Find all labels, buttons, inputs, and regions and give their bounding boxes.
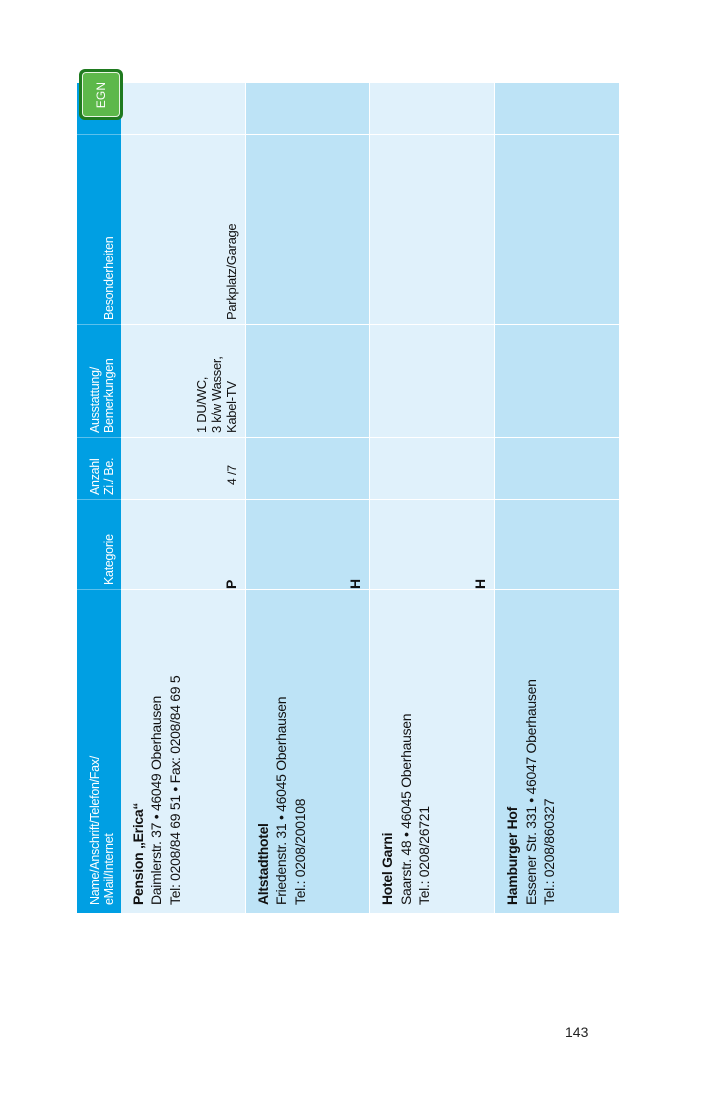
accommodation-table — [77, 83, 620, 913]
header-anzahl-line2: Zi./ Be. — [101, 457, 116, 495]
header-name-line2: eMail/Internet — [101, 833, 116, 905]
kategorie-cell — [370, 499, 494, 589]
name-cell — [370, 589, 494, 913]
ausstattung-cell — [370, 324, 494, 437]
besonderheiten-value: Parkplatz/Garage — [223, 223, 239, 320]
anzahl-cell — [121, 437, 245, 499]
table-header — [77, 83, 121, 913]
kategorie-cell — [495, 499, 619, 589]
egn-badge — [79, 69, 123, 120]
besonderheiten-cell — [370, 134, 494, 324]
table-row — [246, 83, 371, 913]
besonderheiten-cell — [246, 134, 370, 324]
anzahl-cell — [370, 437, 494, 499]
hotel-contact: Tel.: 0208/860327 — [541, 798, 558, 905]
kategorie-cell — [121, 499, 245, 589]
hotel-name: Altstadthotel — [254, 823, 271, 905]
table-row — [495, 83, 620, 913]
hotel-name: Hotel Garni — [379, 832, 396, 905]
table-row — [370, 83, 495, 913]
kategorie-cell — [246, 499, 370, 589]
hotel-address: Daimlerstr. 37 • 46049 Oberhausen — [148, 695, 165, 905]
header-name-line1: Name/Anschrift/Telefon/Fax/ — [87, 756, 102, 905]
hotel-address: Friedenstr. 31 • 46045 Oberhausen — [273, 696, 290, 905]
ausstattung-cell — [121, 324, 245, 437]
hotel-name: Pension „Erica“ — [129, 802, 146, 905]
kategorie-value: P — [222, 579, 239, 589]
egn-cell — [121, 83, 245, 134]
header-besonderheiten-label: Besonderheiten — [101, 236, 116, 320]
header-ausstattung-line1: Ausstattung/ — [87, 367, 102, 433]
egn-cell — [495, 83, 619, 134]
hotel-address: Essener Str. 331 • 46047 Oberhausen — [522, 679, 539, 905]
hotel-address: Saarstr. 48 • 46045 Oberhausen — [397, 713, 414, 905]
header-name — [77, 589, 121, 913]
ausstattung-cell — [246, 324, 370, 437]
header-anzahl — [77, 437, 121, 499]
anzahl-cell — [246, 437, 370, 499]
ausstattung-cell — [495, 324, 619, 437]
page-number: 143 — [565, 1024, 589, 1040]
ausstattung-line: 3 k/w Wasser, — [208, 356, 224, 433]
header-kategorie — [77, 499, 121, 589]
header-besonderheiten — [77, 134, 121, 324]
besonderheiten-cell — [121, 134, 245, 324]
anzahl-value: 4 /7 — [224, 464, 239, 485]
egn-cell — [370, 83, 494, 134]
hotel-contact: Tel.: 0208/200108 — [291, 798, 308, 905]
egn-cell — [246, 83, 370, 134]
header-ausstattung — [77, 324, 121, 437]
name-cell — [246, 589, 370, 913]
anzahl-cell — [495, 437, 619, 499]
header-anzahl-line1: Anzahl — [87, 458, 102, 495]
table-row — [121, 83, 246, 913]
ausstattung-line: 1 DU/WC, — [193, 376, 209, 433]
hotel-contact: Tel.: 0208/26721 — [416, 806, 433, 905]
kategorie-value: H — [472, 578, 489, 589]
header-ausstattung-line2: Bemerkungen — [101, 358, 116, 433]
egn-badge-inner — [82, 72, 120, 117]
name-cell — [121, 589, 245, 913]
kategorie-value: H — [347, 578, 364, 589]
hotel-contact: Tel: 0208/84 69 51 • Fax: 0208/84 69 5 — [166, 675, 183, 905]
ausstattung-line: Kabel-TV — [223, 381, 239, 433]
hotel-name: Hamburger Hof — [504, 807, 521, 905]
egn-badge-label: EGN — [94, 81, 108, 108]
besonderheiten-cell — [495, 134, 619, 324]
name-cell — [495, 589, 619, 913]
header-kategorie-label: Kategorie — [101, 534, 116, 585]
